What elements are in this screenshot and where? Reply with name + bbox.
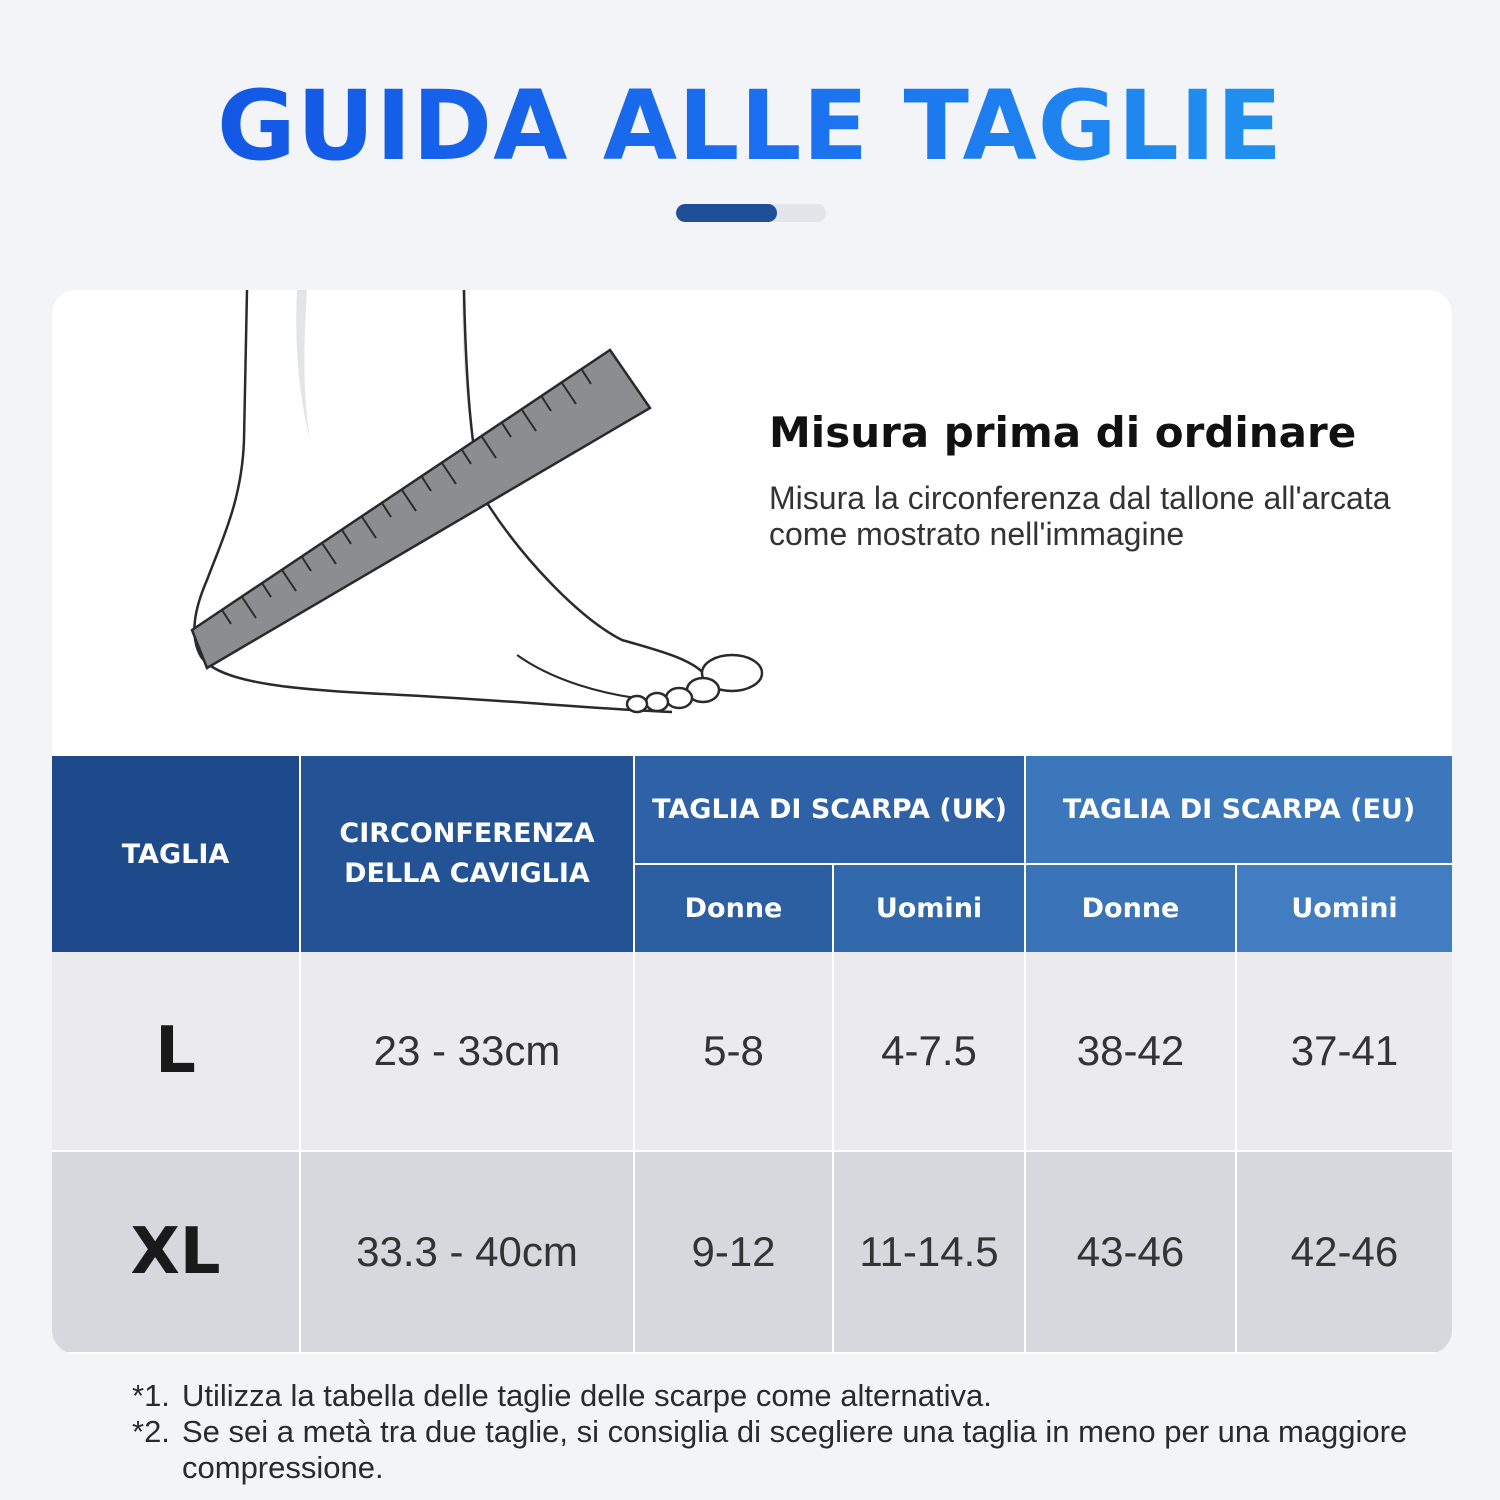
footnote: [132, 1378, 1432, 1414]
header-circumference: [300, 756, 634, 952]
circumference-cell: 23 - 33cm: [300, 952, 634, 1151]
eu-women-cell: 38-42: [1025, 952, 1236, 1151]
uk-women-cell: 5-8: [634, 952, 833, 1151]
footnote-number: *1.: [132, 1378, 170, 1413]
uk-women-cell: 9-12: [634, 1151, 833, 1352]
uk-men-cell: 11-14.5: [833, 1151, 1025, 1352]
title-progress-bar: [676, 204, 826, 222]
header-eu-women: Donne: [1025, 864, 1236, 952]
footnote-number: *2.: [132, 1414, 170, 1449]
header-uk-men: Uomini: [833, 864, 1025, 952]
footnotes: [132, 1378, 1432, 1486]
header-uk-women: Donne: [634, 864, 833, 952]
footnote-text: Se sei a metà tra due taglie, si consiglia di scegliere una taglia in meno per una maggiore compressione.: [182, 1414, 1408, 1485]
size-guide-card: [52, 290, 1452, 1354]
eu-men-cell: 37-41: [1236, 952, 1452, 1151]
header-eu-men: Uomini: [1236, 864, 1452, 952]
foot-measuring-tape-icon: [182, 290, 782, 730]
footnote: [132, 1414, 1432, 1486]
table-row: [52, 952, 1452, 1151]
eu-men-cell: 42-46: [1236, 1151, 1452, 1352]
size-table: [52, 756, 1452, 1352]
footnote-text: Utilizza la tabella delle taglie delle scarpe come alternativa.: [182, 1378, 992, 1413]
header-circumference-label: CIRCONFERENZA DELLA CAVIGLIA: [339, 818, 595, 889]
eu-women-cell: 43-46: [1025, 1151, 1236, 1352]
uk-men-cell: 4-7.5: [833, 952, 1025, 1151]
circumference-cell: 33.3 - 40cm: [300, 1151, 634, 1352]
table-header-row: [52, 756, 1452, 864]
header-eu: TAGLIA DI SCARPA (EU): [1025, 756, 1452, 864]
table-row: [52, 1151, 1452, 1352]
header-size: TAGLIA: [52, 756, 300, 952]
size-cell: L: [52, 952, 300, 1151]
title-progress-fill: [676, 204, 777, 222]
size-cell: XL: [52, 1151, 300, 1352]
page-title: GUIDA ALLE TAGLIE: [0, 70, 1500, 182]
measure-title: Misura prima di ordinare: [769, 408, 1357, 457]
header-uk: TAGLIA DI SCARPA (UK): [634, 756, 1025, 864]
measure-description: Misura la circonferenza dal tallone all'arcata come mostrato nell'immagine: [769, 480, 1391, 552]
